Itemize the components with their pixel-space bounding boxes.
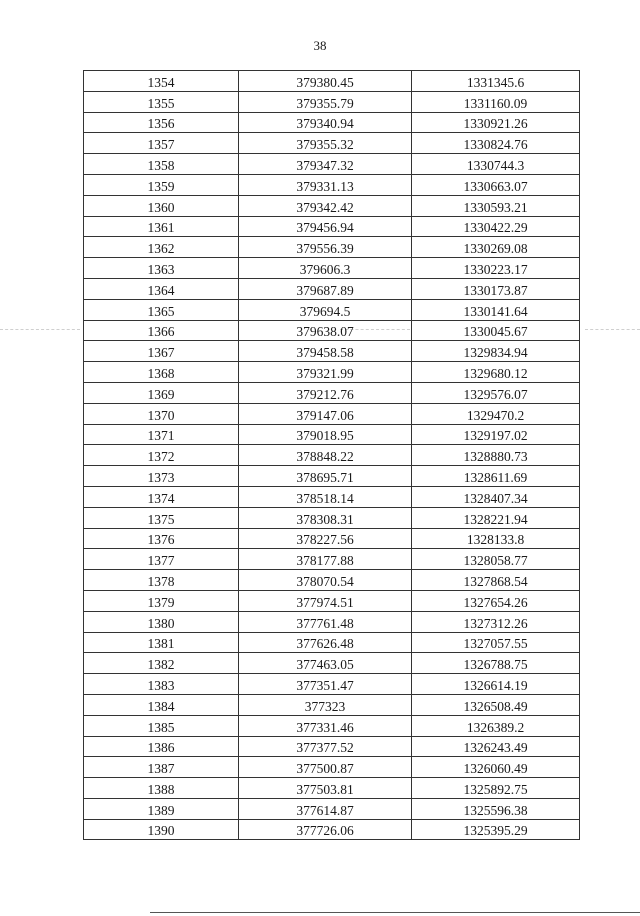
point-number-cell: 1381: [84, 632, 239, 653]
y-coordinate-cell: 1330593.21: [412, 195, 580, 216]
y-coordinate-cell: 1331345.6: [412, 71, 580, 92]
x-coordinate-cell: 378070.54: [239, 570, 412, 591]
table-row: [84, 216, 580, 237]
table-body: [84, 71, 580, 840]
x-coordinate-cell: 378177.88: [239, 549, 412, 570]
y-coordinate-cell: 1330663.07: [412, 174, 580, 195]
coordinate-table: [83, 70, 580, 840]
table-row: [84, 299, 580, 320]
x-coordinate-cell: 377331.46: [239, 715, 412, 736]
table-row: [84, 528, 580, 549]
point-number-cell: 1378: [84, 570, 239, 591]
point-number-cell: 1374: [84, 486, 239, 507]
point-number-cell: 1386: [84, 736, 239, 757]
point-number-cell: 1373: [84, 466, 239, 487]
x-coordinate-cell: 377761.48: [239, 611, 412, 632]
x-coordinate-cell: 378308.31: [239, 507, 412, 528]
point-number-cell: 1385: [84, 715, 239, 736]
x-coordinate-cell: 377377.52: [239, 736, 412, 757]
table-row: [84, 258, 580, 279]
point-number-cell: 1377: [84, 549, 239, 570]
table-row: [84, 715, 580, 736]
point-number-cell: 1365: [84, 299, 239, 320]
x-coordinate-cell: 379321.99: [239, 362, 412, 383]
point-number-cell: 1372: [84, 445, 239, 466]
table-row: [84, 403, 580, 424]
point-number-cell: 1382: [84, 653, 239, 674]
x-coordinate-cell: 379147.06: [239, 403, 412, 424]
x-coordinate-cell: 379638.07: [239, 320, 412, 341]
point-number-cell: 1362: [84, 237, 239, 258]
point-number-cell: 1363: [84, 258, 239, 279]
y-coordinate-cell: 1328221.94: [412, 507, 580, 528]
table-row: [84, 71, 580, 92]
table-row: [84, 341, 580, 362]
y-coordinate-cell: 1329576.07: [412, 382, 580, 403]
table-row: [84, 237, 580, 258]
table-row: [84, 694, 580, 715]
x-coordinate-cell: 378227.56: [239, 528, 412, 549]
point-number-cell: 1368: [84, 362, 239, 383]
x-coordinate-cell: 379456.94: [239, 216, 412, 237]
table-row: [84, 445, 580, 466]
x-coordinate-cell: 378695.71: [239, 466, 412, 487]
x-coordinate-cell: 377500.87: [239, 757, 412, 778]
x-coordinate-cell: 379380.45: [239, 71, 412, 92]
y-coordinate-cell: 1330744.3: [412, 154, 580, 175]
y-coordinate-cell: 1331160.09: [412, 91, 580, 112]
y-coordinate-cell: 1326508.49: [412, 694, 580, 715]
x-coordinate-cell: 377626.48: [239, 632, 412, 653]
y-coordinate-cell: 1326389.2: [412, 715, 580, 736]
point-number-cell: 1357: [84, 133, 239, 154]
y-coordinate-cell: 1326060.49: [412, 757, 580, 778]
y-coordinate-cell: 1328407.34: [412, 486, 580, 507]
point-number-cell: 1390: [84, 819, 239, 840]
y-coordinate-cell: 1327312.26: [412, 611, 580, 632]
scan-artifact-right: [585, 329, 640, 330]
table-row: [84, 507, 580, 528]
table-row: [84, 486, 580, 507]
point-number-cell: 1355: [84, 91, 239, 112]
table-row: [84, 549, 580, 570]
table-row: [84, 736, 580, 757]
table-row: [84, 112, 580, 133]
x-coordinate-cell: 377351.47: [239, 674, 412, 695]
point-number-cell: 1370: [84, 403, 239, 424]
table-row: [84, 320, 580, 341]
point-number-cell: 1379: [84, 590, 239, 611]
x-coordinate-cell: 379347.32: [239, 154, 412, 175]
point-number-cell: 1360: [84, 195, 239, 216]
table-row: [84, 798, 580, 819]
x-coordinate-cell: 379355.79: [239, 91, 412, 112]
y-coordinate-cell: 1330045.67: [412, 320, 580, 341]
x-coordinate-cell: 378848.22: [239, 445, 412, 466]
point-number-cell: 1375: [84, 507, 239, 528]
point-number-cell: 1367: [84, 341, 239, 362]
y-coordinate-cell: 1327868.54: [412, 570, 580, 591]
table-row: [84, 424, 580, 445]
table-row: [84, 174, 580, 195]
x-coordinate-cell: 379212.76: [239, 382, 412, 403]
point-number-cell: 1354: [84, 71, 239, 92]
y-coordinate-cell: 1329470.2: [412, 403, 580, 424]
page-bottom-edge: [150, 912, 640, 913]
y-coordinate-cell: 1327057.55: [412, 632, 580, 653]
x-coordinate-cell: 379606.3: [239, 258, 412, 279]
y-coordinate-cell: 1325596.38: [412, 798, 580, 819]
table-row: [84, 611, 580, 632]
y-coordinate-cell: 1326614.19: [412, 674, 580, 695]
table-row: [84, 819, 580, 840]
y-coordinate-cell: 1328133.8: [412, 528, 580, 549]
y-coordinate-cell: 1325395.29: [412, 819, 580, 840]
point-number-cell: 1387: [84, 757, 239, 778]
point-number-cell: 1369: [84, 382, 239, 403]
table-row: [84, 778, 580, 799]
table-row: [84, 466, 580, 487]
point-number-cell: 1388: [84, 778, 239, 799]
x-coordinate-cell: 377463.05: [239, 653, 412, 674]
y-coordinate-cell: 1330824.76: [412, 133, 580, 154]
x-coordinate-cell: 379458.58: [239, 341, 412, 362]
point-number-cell: 1384: [84, 694, 239, 715]
table-row: [84, 570, 580, 591]
table-row: [84, 362, 580, 383]
y-coordinate-cell: 1328058.77: [412, 549, 580, 570]
table-row: [84, 590, 580, 611]
point-number-cell: 1371: [84, 424, 239, 445]
point-number-cell: 1364: [84, 278, 239, 299]
y-coordinate-cell: 1327654.26: [412, 590, 580, 611]
table-row: [84, 674, 580, 695]
x-coordinate-cell: 378518.14: [239, 486, 412, 507]
point-number-cell: 1389: [84, 798, 239, 819]
x-coordinate-cell: 379018.95: [239, 424, 412, 445]
table-row: [84, 91, 580, 112]
point-number-cell: 1383: [84, 674, 239, 695]
y-coordinate-cell: 1325892.75: [412, 778, 580, 799]
y-coordinate-cell: 1329834.94: [412, 341, 580, 362]
y-coordinate-cell: 1330223.17: [412, 258, 580, 279]
point-number-cell: 1356: [84, 112, 239, 133]
point-number-cell: 1358: [84, 154, 239, 175]
y-coordinate-cell: 1330173.87: [412, 278, 580, 299]
x-coordinate-cell: 379331.13: [239, 174, 412, 195]
x-coordinate-cell: 379694.5: [239, 299, 412, 320]
y-coordinate-cell: 1330141.64: [412, 299, 580, 320]
x-coordinate-cell: 379355.32: [239, 133, 412, 154]
table-row: [84, 278, 580, 299]
table-row: [84, 382, 580, 403]
y-coordinate-cell: 1330921.26: [412, 112, 580, 133]
x-coordinate-cell: 377614.87: [239, 798, 412, 819]
x-coordinate-cell: 377974.51: [239, 590, 412, 611]
y-coordinate-cell: 1330422.29: [412, 216, 580, 237]
x-coordinate-cell: 377726.06: [239, 819, 412, 840]
point-number-cell: 1366: [84, 320, 239, 341]
x-coordinate-cell: 379687.89: [239, 278, 412, 299]
point-number-cell: 1361: [84, 216, 239, 237]
x-coordinate-cell: 379342.42: [239, 195, 412, 216]
table-row: [84, 653, 580, 674]
x-coordinate-cell: 377503.81: [239, 778, 412, 799]
table-row: [84, 632, 580, 653]
table-row: [84, 133, 580, 154]
y-coordinate-cell: 1328880.73: [412, 445, 580, 466]
table-row: [84, 154, 580, 175]
point-number-cell: 1359: [84, 174, 239, 195]
x-coordinate-cell: 377323: [239, 694, 412, 715]
y-coordinate-cell: 1326788.75: [412, 653, 580, 674]
y-coordinate-cell: 1326243.49: [412, 736, 580, 757]
x-coordinate-cell: 379556.39: [239, 237, 412, 258]
scan-artifact-left: [0, 329, 80, 330]
table-row: [84, 757, 580, 778]
page-number: 38: [313, 38, 327, 53]
y-coordinate-cell: 1329680.12: [412, 362, 580, 383]
y-coordinate-cell: 1329197.02: [412, 424, 580, 445]
x-coordinate-cell: 379340.94: [239, 112, 412, 133]
y-coordinate-cell: 1328611.69: [412, 466, 580, 487]
y-coordinate-cell: 1330269.08: [412, 237, 580, 258]
table-row: [84, 195, 580, 216]
point-number-cell: 1376: [84, 528, 239, 549]
point-number-cell: 1380: [84, 611, 239, 632]
